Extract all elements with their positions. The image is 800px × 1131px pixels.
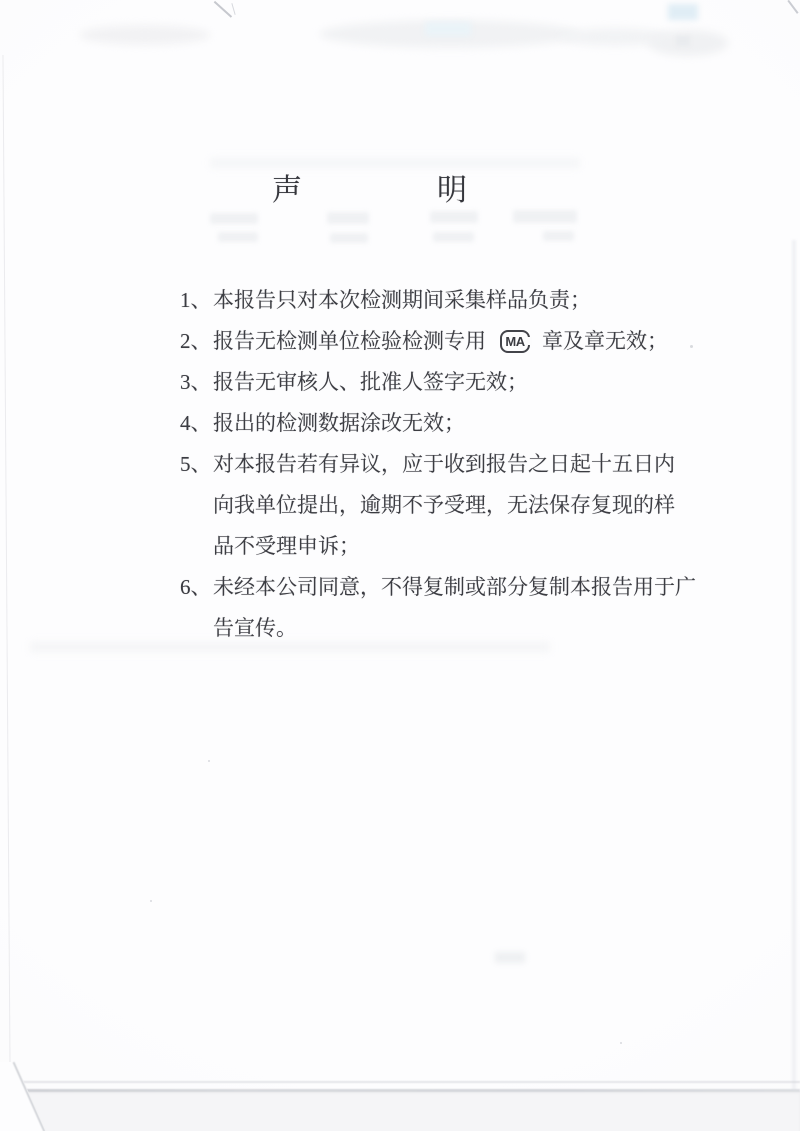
paper-fold-line — [0, 1081, 800, 1083]
item-text: 报告无审核人、批准人签字无效； — [213, 370, 528, 394]
item-text: 章及章无效； — [542, 329, 668, 353]
item-text: 本报告只对本次检测期间采集样品负责； — [213, 288, 591, 312]
scan-speck — [420, 1108, 423, 1110]
scan-speck — [620, 1042, 622, 1044]
scan-smudge — [676, 36, 690, 46]
bleed-through-ghost — [327, 212, 369, 224]
item-number: 3、 — [180, 370, 212, 394]
item-number: 2、 — [180, 329, 212, 353]
bleed-through-ghost — [543, 231, 574, 241]
page-title: 声明 — [272, 174, 602, 207]
scan-smudge — [425, 22, 471, 36]
item-number: 1、 — [180, 288, 212, 312]
bleed-through-ghost — [210, 158, 580, 168]
scan-speck — [150, 900, 152, 902]
cma-certification-mark-icon — [500, 330, 530, 353]
bleed-through-ghost — [513, 210, 577, 223]
scan-smudge — [495, 952, 525, 963]
paper-fold-line — [0, 1089, 800, 1092]
item-number: 5、 — [180, 452, 212, 476]
cma-mark-letters: MA — [505, 334, 525, 349]
paper-right-edge — [792, 240, 796, 1100]
item-text: 报告无检测单位检验检测专用 — [213, 329, 486, 353]
scan-smudge — [668, 4, 698, 20]
item-text: 报出的检测数据涂改无效； — [213, 411, 465, 435]
bottom-left-paper-corner — [0, 1062, 46, 1131]
bleed-through-ghost — [433, 232, 474, 242]
below-fold-strip — [0, 1091, 800, 1131]
bleed-through-ghost — [430, 211, 478, 223]
scan-scratch — [214, 1, 232, 18]
bleed-through-ghost — [210, 213, 258, 224]
declaration-item-1 — [180, 280, 728, 321]
declaration-item-6 — [180, 567, 705, 649]
scan-speck — [208, 760, 210, 762]
item-text: 未经本公司同意，不得复制或部分复制本报告用于广告宣传。 — [213, 575, 696, 640]
item-text: 对本报告若有异议，应于收到报告之日起十五日内向我单位提出，逾期不予受理，无法保存复现的样品不受理申诉； — [213, 452, 675, 558]
item-number: 6、 — [180, 575, 212, 599]
scan-smudge — [80, 25, 210, 45]
declaration-list — [180, 280, 728, 649]
scan-smudge — [560, 28, 670, 46]
scan-scratch — [231, 3, 235, 15]
declaration-item-2 — [180, 321, 728, 362]
scan-smudge — [648, 30, 728, 56]
declaration-item-4 — [180, 403, 728, 444]
paper-left-edge — [2, 55, 10, 1067]
item-number: 4、 — [180, 411, 212, 435]
corner-scratch — [787, 0, 798, 14]
bleed-through-ghost — [330, 233, 368, 243]
scan-smudge — [320, 20, 580, 48]
declaration-item-3 — [180, 362, 728, 403]
declaration-item-5 — [180, 444, 683, 567]
bottom-left-corner-edge — [13, 1062, 45, 1131]
bleed-through-ghost — [218, 232, 258, 242]
